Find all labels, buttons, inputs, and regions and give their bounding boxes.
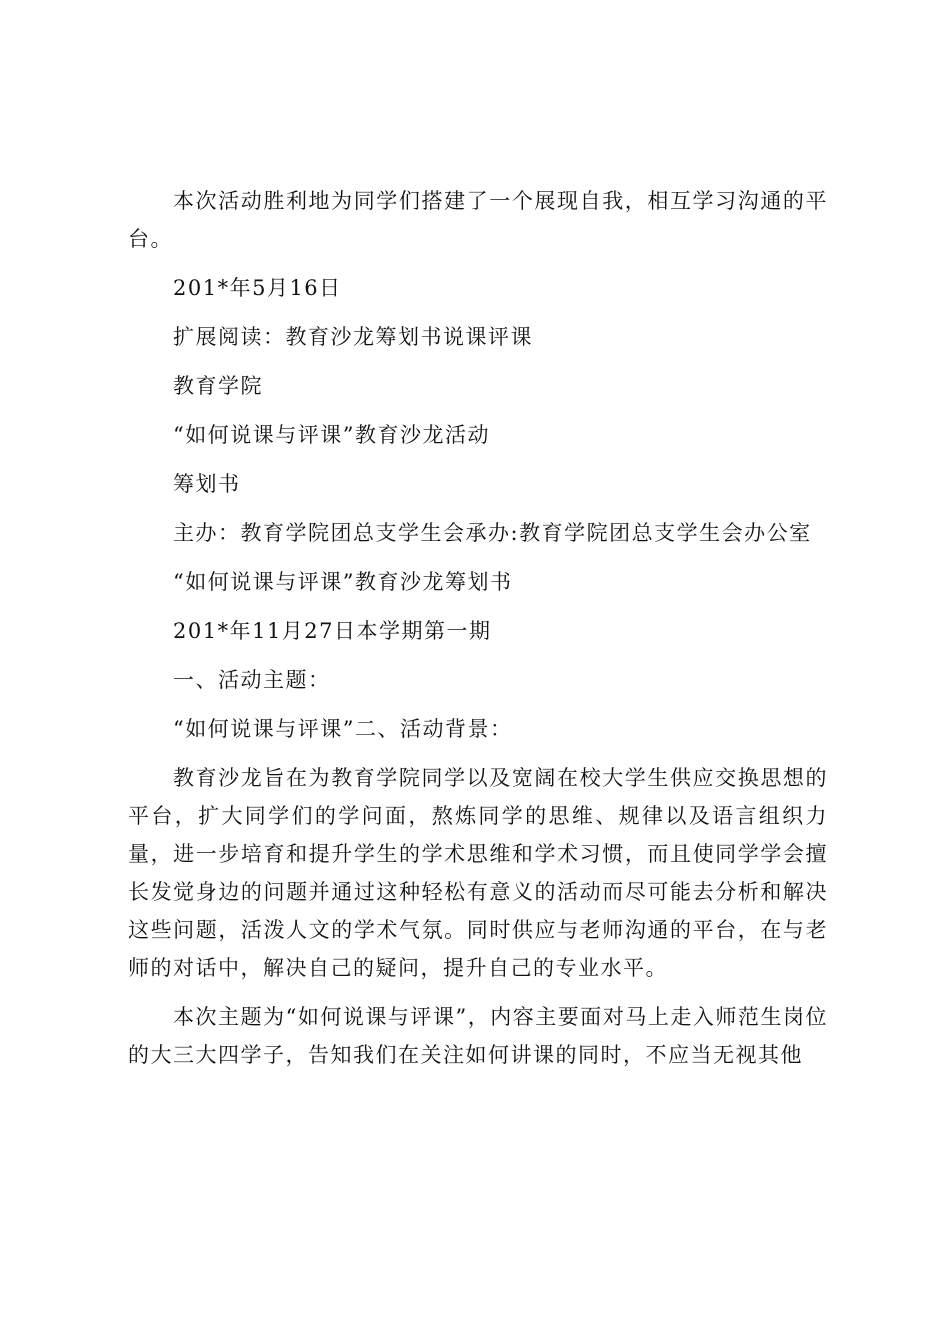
paragraph-section-theme: 一、活动主题： [173, 668, 331, 692]
paragraph-theme-and-background: “如何说课与评课”二、活动背景： [173, 717, 513, 741]
paragraph-organizers: 主办：教育学院团总支学生会承办:教育学院团总支学生会办公室 [173, 521, 812, 545]
document-body [128, 182, 828, 1085]
paragraph-college: 教育学院 [173, 374, 263, 398]
paragraph-plan-label: 筹划书 [173, 472, 241, 496]
paragraph-theme-body: 本次主题为“如何说课与评课”，内容主要面对马上走入师范生岗位的大三大四学子，告知我们在关注如何讲课的同时，不应当无视其他 [128, 1005, 828, 1067]
paragraph-issue-date: 201*年11月27日本学期第一期 [173, 619, 492, 643]
paragraph-date: 201*年5月16日 [173, 276, 342, 300]
paragraph-background-body: 教育沙龙旨在为教育学院同学以及宽阔在校大学生供应交换思想的平台，扩大同学们的学问面，熬炼同学的思维、规律以及语言组织力量，进一步培育和提升学生的学术思维和学术习惯，而且使同学学会擅长发觉身边的问题并通过这种轻松有意义的活动而尽可能去分析和解决这些问题，活泼人文的学术气氛。同时供应与老师沟通的平台，在与老师的对话中，解决自己的疑问，提升自己的专业水平。 [128, 766, 828, 980]
paragraph-plan-title: “如何说课与评课”教育沙龙筹划书 [173, 570, 513, 594]
paragraph-activity-summary: 本次活动胜利地为同学们搭建了一个展现自我，相互学习沟通的平台。 [128, 189, 828, 251]
paragraph-extended-reading: 扩展阅读：教育沙龙筹划书说课评课 [173, 325, 533, 349]
paragraph-activity-title: “如何说课与评课”教育沙龙活动 [173, 423, 490, 447]
